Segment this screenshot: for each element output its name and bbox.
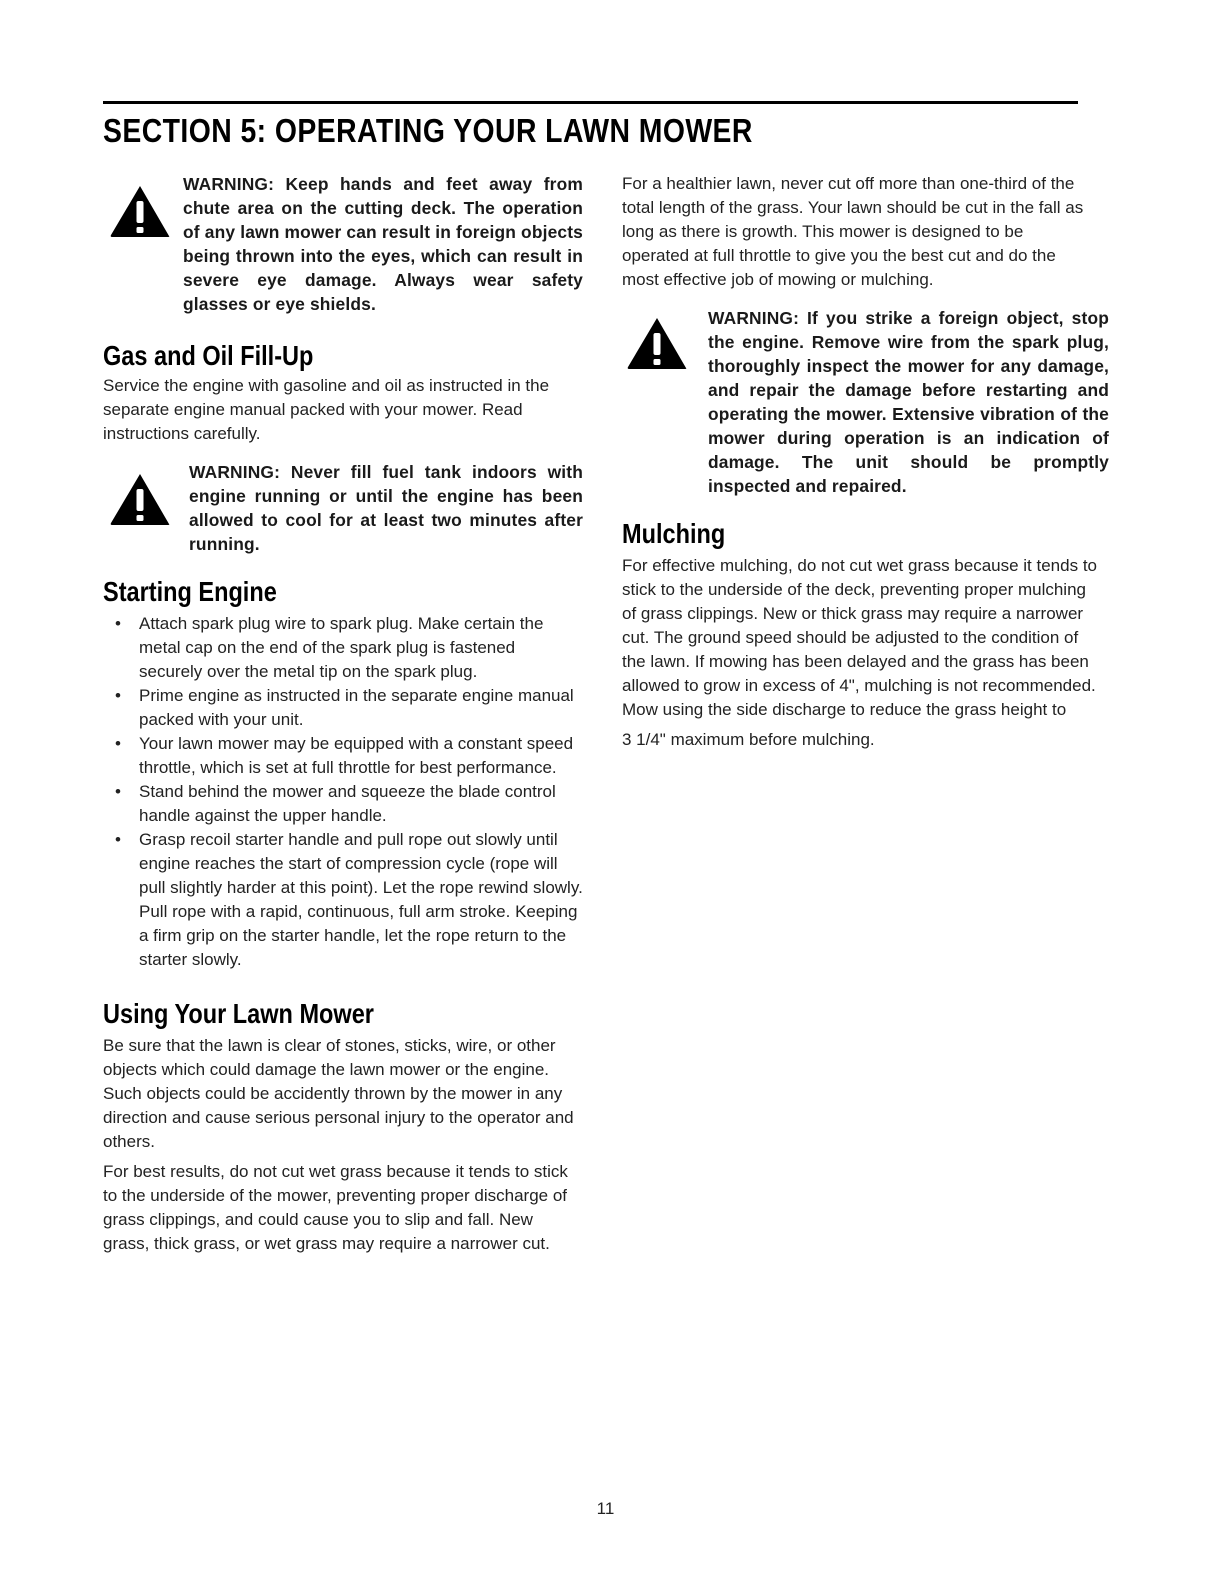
warning-triangle-icon	[109, 472, 175, 528]
bullet-icon: •	[115, 830, 121, 849]
gas-oil-body: Service the engine with gasoline and oil as instructed in the separate engine manual packed with your mower. Read instructions carefully.	[103, 376, 550, 443]
warning-eyes-text: WARNING: Keep hands and feet away from chute area on the cutting deck. The operation of any lawn mower can result in foreign objects being thrown into the eyes, which can result in severe eye damage. Always wear safety glasses or eye shields.	[183, 174, 583, 314]
bullet-icon: •	[115, 614, 121, 633]
bullet-icon: •	[115, 734, 121, 753]
mulching-body-last: 3 1/4" maximum before mulching.	[622, 730, 875, 749]
bullet-icon: •	[115, 782, 121, 801]
section-title: SECTION 5: OPERATING YOUR LAWN MOWER	[103, 112, 753, 149]
top-rule	[103, 101, 1078, 104]
warning-fuel	[103, 460, 583, 556]
list-item: • Attach spark plug wire to spark plug. Make certain the metal cap on the end of the spark plug is fastened securely over the metal tip on the spark plug.	[115, 614, 544, 681]
page-number: 11	[596, 1499, 615, 1518]
using-mower-para1: Be sure that the lawn is clear of stones, sticks, wire, or other objects which could damage the lawn mower or the engine. Such objects could be accidently thrown by the mower in any direction and cause serious personal injury to the operator and others.	[103, 1036, 574, 1151]
list-item: • Stand behind the mower and squeeze the blade control handle against the upper handle.	[115, 782, 556, 825]
mulching-body: For effective mulching, do not cut wet grass because it tends to stick to the underside of the deck, preventing proper mulching of grass clippings. New or thick grass may require a narrower cut. The ground speed should be adjusted to the condition of the lawn. If mowing has been delayed and the grass has been allowed to grow in excess of 4", mulching is not recommended. Mow using the side discharge to reduce the grass height to	[622, 556, 1097, 719]
left-column	[103, 172, 583, 1256]
bullet-icon: •	[115, 686, 121, 705]
heading-mulching: Mulching	[622, 518, 726, 549]
warning-eyes	[103, 172, 583, 312]
list-item: • Your lawn mower may be equipped with a constant speed throttle, which is set at full throttle for best performance.	[115, 734, 574, 777]
warning-foreign-object-text: WARNING: If you strike a foreign object, stop the engine. Remove wire from the spark plug, thoroughly inspect the mower for any damage, and repair the damage before restarting and operating the mower. Extensive vibration of the mower during operation is an indication of damage. The unit should be promptly inspected and repaired.	[708, 308, 1109, 496]
starting-engine-list	[103, 612, 583, 972]
right-intro: For a healthier lawn, never cut off more than one-third of the total length of the grass. Your lawn should be cut in the fall as long as there is growth. This mower is designed to be operated at full throttle to give you the best cut and do the most effective job of mowing or mulching.	[622, 174, 1084, 289]
list-item: • Prime engine as instructed in the separate engine manual packed with your unit.	[115, 686, 574, 729]
heading-gas-oil: Gas and Oil Fill-Up	[103, 340, 314, 371]
warning-triangle-icon	[109, 184, 175, 240]
warning-triangle-icon	[626, 316, 692, 372]
right-column	[622, 172, 1109, 752]
heading-using-mower: Using Your Lawn Mower	[103, 998, 374, 1029]
warning-fuel-text: WARNING: Never fill fuel tank indoors with engine running or until the engine has been allowed to cool for at least two minutes after running.	[189, 462, 583, 554]
warning-foreign-object	[622, 306, 1109, 498]
heading-starting-engine: Starting Engine	[103, 576, 277, 607]
using-mower-para2: For best results, do not cut wet grass because it tends to stick to the underside of the mower, preventing proper discharge of grass clippings, and could cause you to slip and fall. New grass, thick grass, or wet grass may require a narrower cut.	[103, 1162, 568, 1253]
list-item: • Grasp recoil starter handle and pull rope out slowly until engine reaches the start of compression cycle (rope will pull slightly harder at this point). Let the rope rewind slowly. Pull rope with a rapid, continuous, full arm stroke. Keeping a firm grip on the starter handle, let the rope return to the starter slowly.	[115, 830, 583, 969]
